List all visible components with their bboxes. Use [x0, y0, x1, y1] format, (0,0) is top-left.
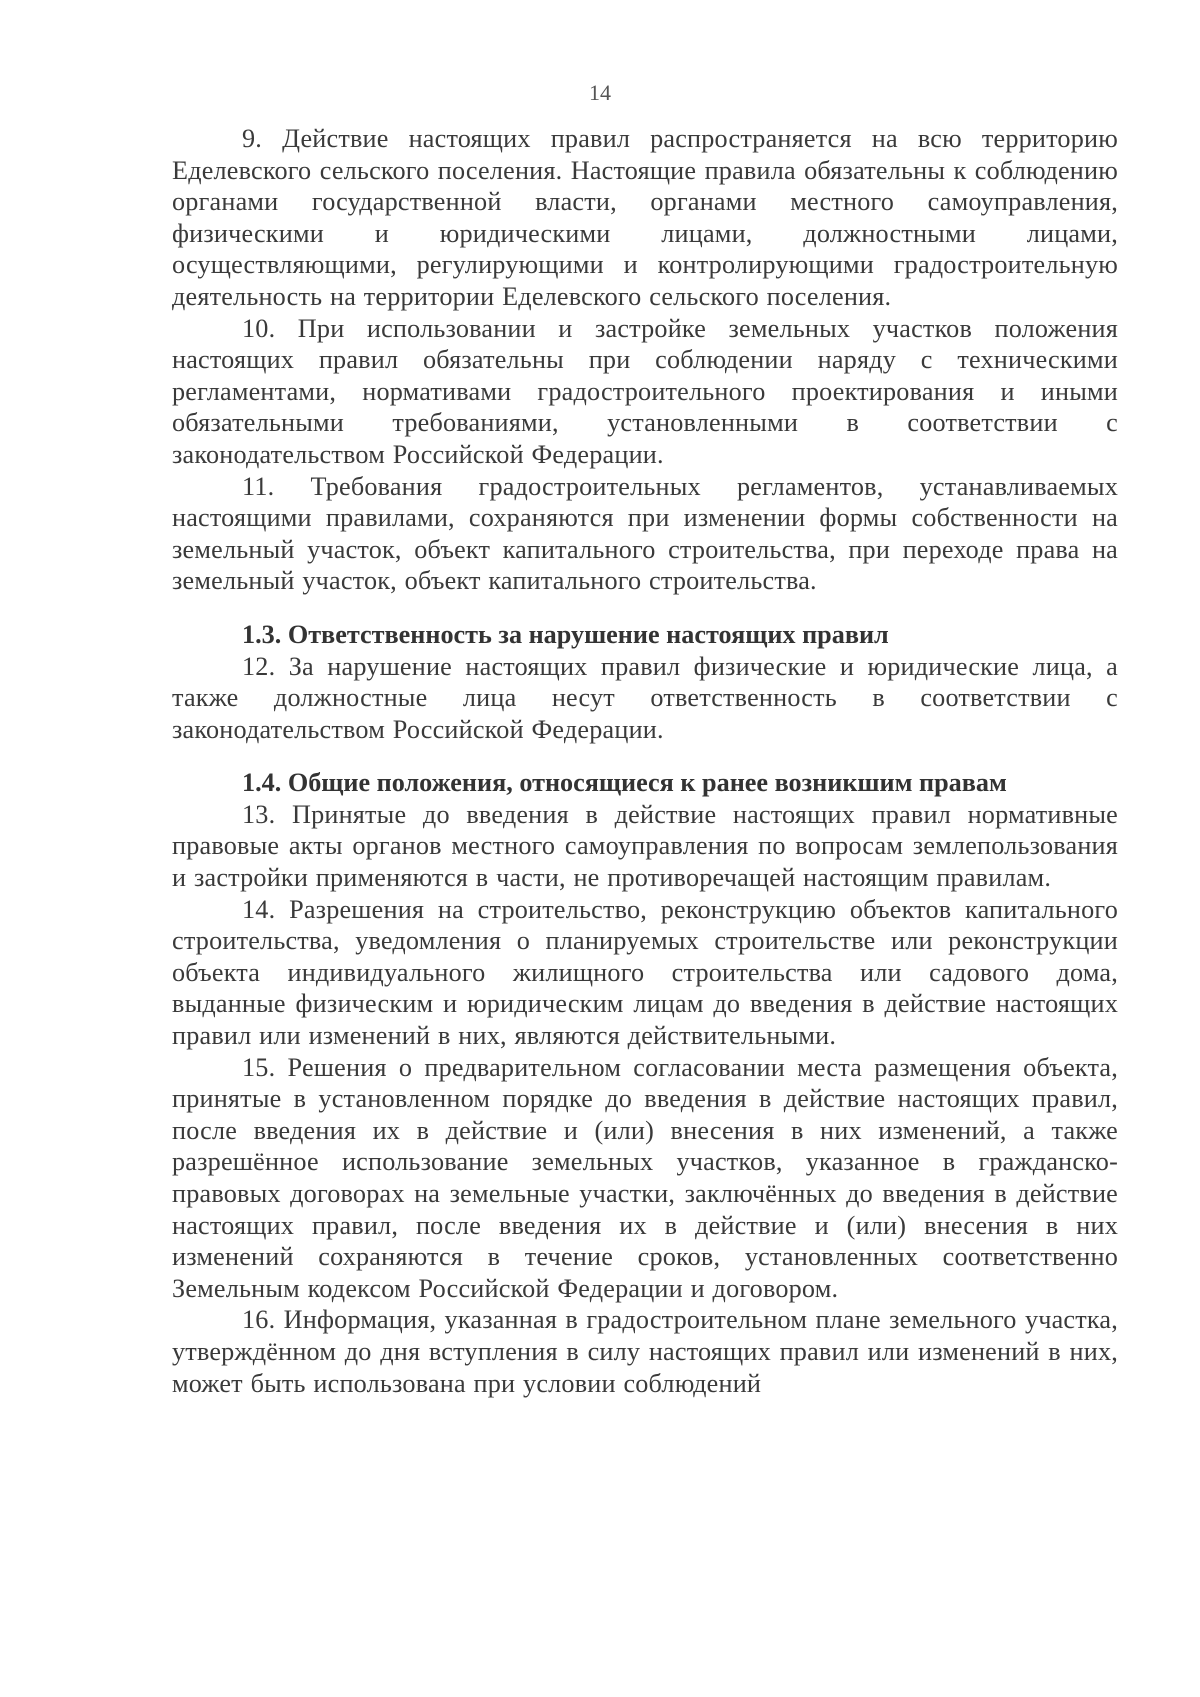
- section-heading-1-3: 1.3. Ответственность за нарушение настоящих правил: [242, 619, 889, 649]
- paragraph-13: 13. Принятые до введения в действие настоящих правил нормативные правовые акты органов местного самоуправления по вопросам землепользования и застройки применяются в части, не противоречащей настоящим правилам.: [172, 799, 1118, 893]
- paragraph-16: 16. Информация, указанная в градостроительном плане земельного участка, утверждённом до дня вступления в силу настоящих правил или изменений в них, может быть использована при условии соблюдений: [172, 1305, 1118, 1398]
- paragraph-15: 15. Решения о предварительном согласовании места размещения объекта, принятые в установленном порядке до введения в действие настоящих правил, после введения их в действие и (или) внесения в них изменений, а также разрешённое использование земельных участков, указанное в гражданско-правовых договорах на земельные участки, заключённых до введения в действие настоящих правил, после введения их в действие и (или) внесения в них изменений сохраняются в течение сроков, установленных соответственно Земельным кодексом Российской Федерации и договором.: [172, 1052, 1118, 1303]
- document-body: [172, 123, 1118, 1399]
- section-heading-1-4: 1.4. Общие положения, относящиеся к ранее возникшим правам: [242, 768, 1007, 798]
- paragraph-11: 11. Требования градостроительных регламентов, устанавливаемых настоящими правилами, сохраняются при изменении формы собственности на земельный участок, объект капитального строительства, при переходе права на земельный участок, объект капитального строительства.: [172, 471, 1118, 596]
- page-number: 14: [589, 80, 611, 105]
- paragraph-12: 12. За нарушение настоящих правил физические и юридические лица, а также должностные лица несут ответственность в соответствии с законодательством Российской Федерации.: [172, 651, 1118, 744]
- paragraph-9: 9. Действие настоящих правил распространяется на всю территорию Еделевского сельского поселения. Настоящие правила обязательны к соблюдению органами государственной власти, органами местного самоуправления, физическими и юридическими лицами, должностными лицами, осуществляющими, регулирующими и контролирующими градостроительную деятельность на территории Еделевского сельского поселения.: [172, 124, 1118, 311]
- paragraph-10: 10. При использовании и застройке земельных участков положения настоящих правил обязательны при соблюдении наряду с техническими регламентами, нормативами градостроительного проектирования и иными обязательными требованиями, установленными в соответствии с законодательством Российской Федерации.: [172, 313, 1118, 469]
- paragraph-14: 14. Разрешения на строительство, реконструкцию объектов капитального строительства, уведомления о планируемых строительстве или реконструкции объекта индивидуального жилищного строительства или садового дома, выданные физическим и юридическим лицам до введения в действие настоящих правил или изменений в них, являются действительными.: [172, 894, 1118, 1051]
